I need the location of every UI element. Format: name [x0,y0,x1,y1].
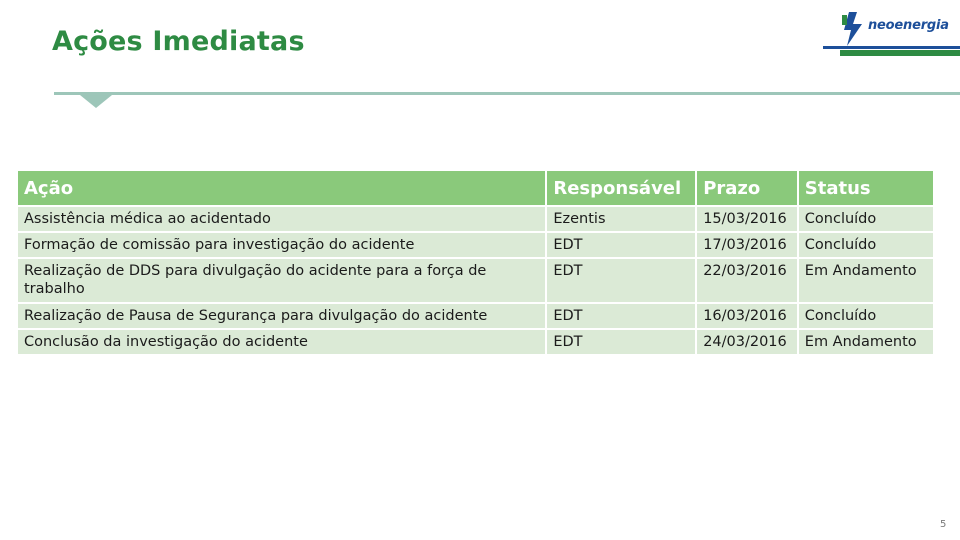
cell-prazo: 15/03/2016 [697,207,797,231]
table-row [18,259,933,301]
header-acao: Ação [18,171,545,205]
header-rule-blue [823,46,960,49]
logo-text: neoenergia [868,18,949,33]
header-rule-green [840,50,960,56]
header-responsavel: Responsável [547,171,695,205]
cell-status: Concluído [799,304,933,328]
table-header-row [18,171,933,205]
lightning-bolt-icon [840,12,866,46]
cell-prazo: 17/03/2016 [697,233,797,257]
cell-responsavel: EDT [547,330,695,354]
table-row [18,207,933,231]
cell-status: Concluído [799,233,933,257]
cell-status: Em Andamento [799,259,933,301]
cell-prazo: 22/03/2016 [697,259,797,301]
slide-title: Ações Imediatas [52,26,305,57]
cell-acao: Assistência médica ao acidentado [18,207,545,231]
table-row [18,330,933,354]
cell-responsavel: EDT [547,304,695,328]
neoenergia-logo [840,12,955,48]
actions-table [16,169,935,356]
cell-responsavel: Ezentis [547,207,695,231]
page-number: 5 [940,519,947,530]
cell-status: Em Andamento [799,330,933,354]
cell-responsavel: EDT [547,233,695,257]
cell-prazo: 24/03/2016 [697,330,797,354]
cell-acao: Formação de comissão para investigação do acidente [18,233,545,257]
table-row [18,233,933,257]
cell-status: Concluído [799,207,933,231]
cell-prazo: 16/03/2016 [697,304,797,328]
header-prazo: Prazo [697,171,797,205]
cell-acao: Realização de DDS para divulgação do acidente para a força de trabalho [18,259,545,301]
cell-responsavel: EDT [547,259,695,301]
cell-acao: Realização de Pausa de Segurança para divulgação do acidente [18,304,545,328]
divider-arrow-icon [80,95,112,108]
table-row [18,304,933,328]
header-status: Status [799,171,933,205]
title-divider [54,92,960,95]
cell-acao: Conclusão da investigação do acidente [18,330,545,354]
